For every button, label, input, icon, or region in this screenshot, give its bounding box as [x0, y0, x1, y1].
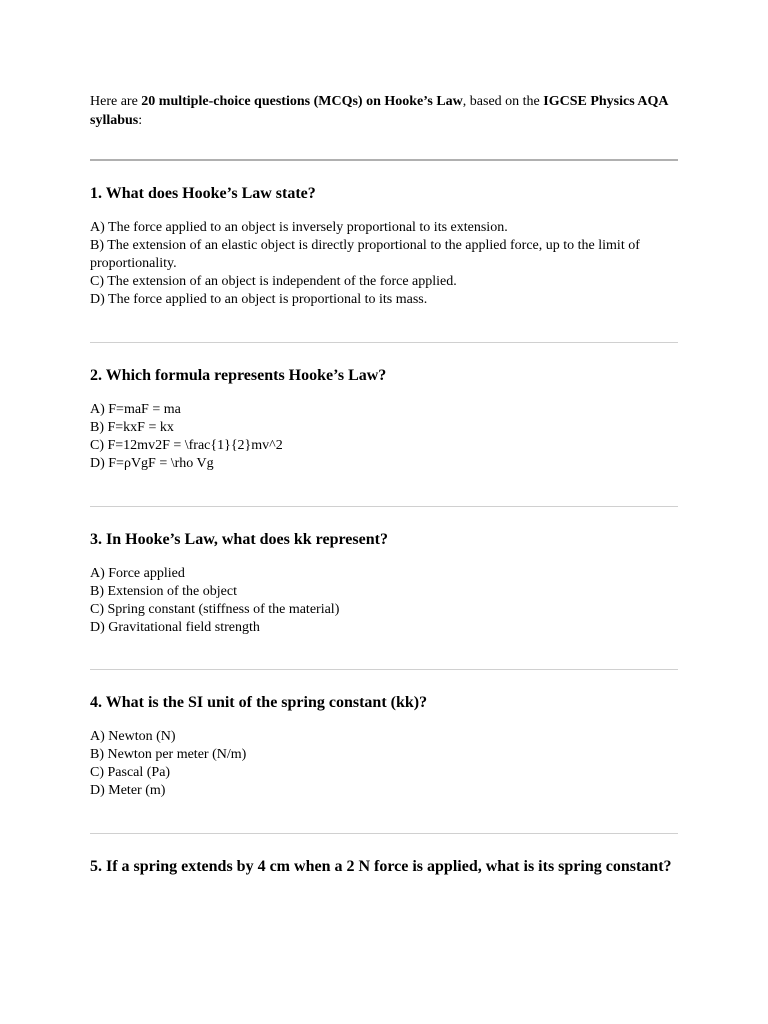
option-list — [90, 565, 678, 637]
question-title: 2. Which formula represents Hooke’s Law? — [90, 367, 387, 384]
question-divider — [90, 342, 678, 343]
intro-bold-syllabus: IGCSE Physics AQA syllabus — [90, 94, 668, 128]
option-list — [90, 219, 678, 309]
question-title: 4. What is the SI unit of the spring constant (kk)? — [90, 694, 428, 711]
question-divider — [90, 506, 678, 507]
option-b: B) F=kxF = kx — [90, 420, 174, 435]
question-divider — [90, 669, 678, 670]
option-a: A) The force applied to an object is inversely proportional to its extension. — [90, 220, 508, 235]
option-b: B) The extension of an elastic object is directly proportional to the applied force, up to the limit of proportionality. — [90, 238, 640, 271]
option-d: D) F=ρVgF = \rho Vg — [90, 456, 214, 471]
intro-bold-topic: 20 multiple-choice questions (MCQs) on Hooke’s Law — [141, 94, 463, 109]
option-d: D) Gravitational field strength — [90, 620, 260, 635]
intro-paragraph — [90, 92, 678, 130]
option-a: A) F=maF = ma — [90, 402, 181, 417]
intro-mid: , based on the — [462, 94, 544, 109]
option-d: D) Meter (m) — [90, 783, 166, 798]
question-title: 5. If a spring extends by 4 cm when a 2 N force is applied, what is its spring constant? — [90, 858, 672, 875]
question-divider — [90, 833, 678, 834]
option-c: C) Spring constant (stiffness of the material) — [90, 602, 340, 617]
question-1 — [90, 183, 678, 309]
question-title: 3. In Hooke’s Law, what does kk represent? — [90, 531, 388, 548]
option-d: D) The force applied to an object is proportional to its mass. — [90, 292, 428, 307]
question-5 — [90, 856, 678, 877]
question-3 — [90, 529, 678, 637]
option-a: A) Newton (N) — [90, 729, 176, 744]
question-title: 1. What does Hooke’s Law state? — [90, 185, 316, 202]
option-c: C) The extension of an object is independent of the force applied. — [90, 274, 457, 289]
option-list — [90, 401, 678, 473]
section-divider — [90, 159, 678, 161]
option-c: C) F=12mv2F = \frac{1}{2}mv^2 — [90, 438, 283, 453]
option-b: B) Newton per meter (N/m) — [90, 747, 247, 762]
intro-prefix: Here are — [90, 94, 142, 109]
option-list — [90, 728, 678, 800]
option-b: B) Extension of the object — [90, 584, 237, 599]
option-a: A) Force applied — [90, 566, 185, 581]
intro-suffix: : — [138, 113, 143, 128]
question-2 — [90, 365, 678, 473]
option-c: C) Pascal (Pa) — [90, 765, 171, 780]
question-4 — [90, 692, 678, 800]
